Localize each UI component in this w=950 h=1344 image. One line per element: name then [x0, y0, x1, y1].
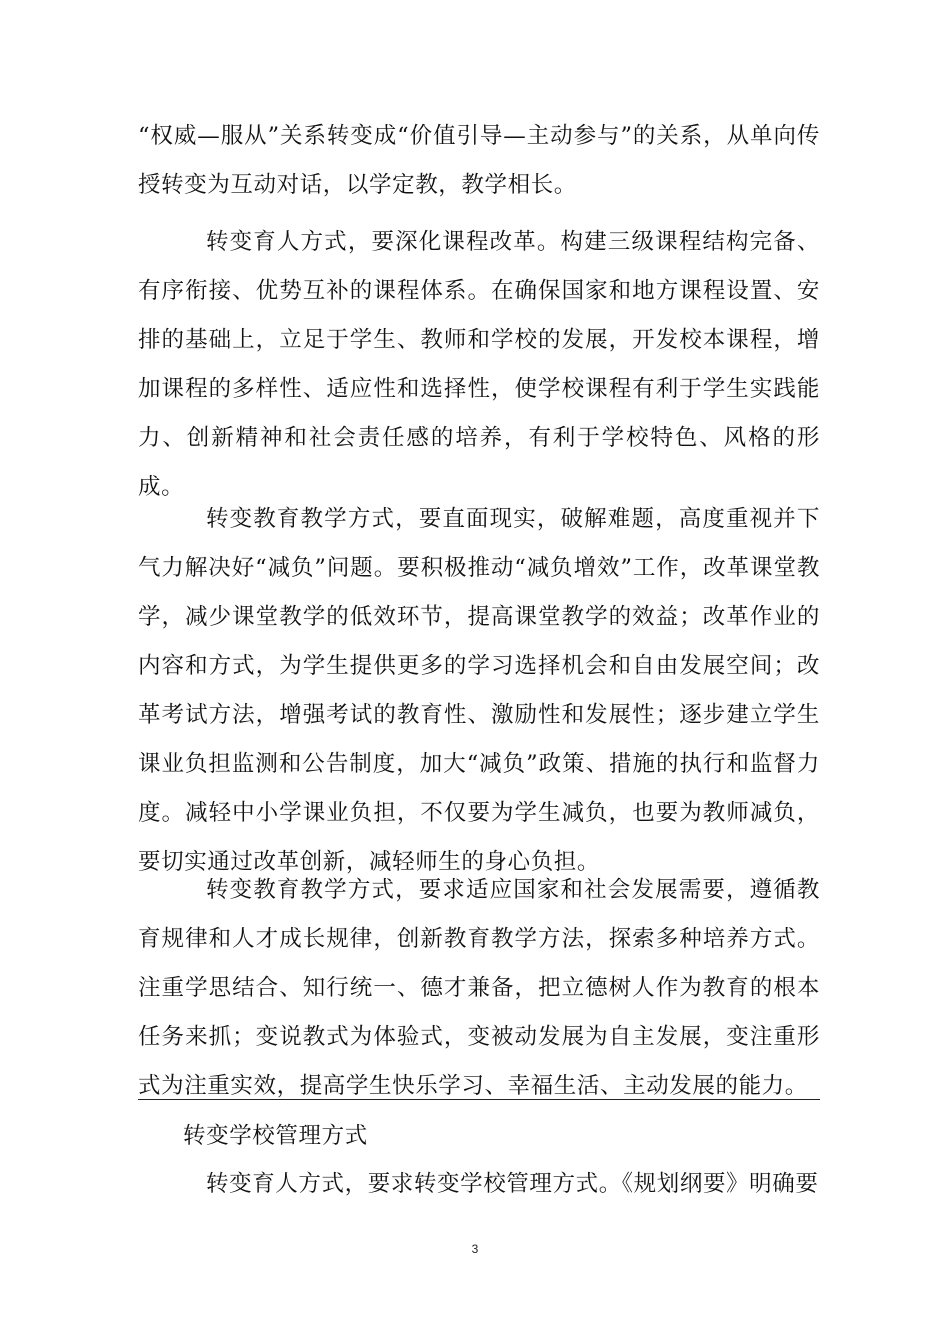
paragraph-curriculum-reform: 转变育人方式，要深化课程改革。构建三级课程结构完备、有序衔接、优势互补的课程体系。在确保国家和地方课程设置、安排的基础上，立足于学生、教师和学校的发展，开发校本课程，增加课程的多样性、适应性和选择性，使学校课程有利于学生实践能力、创新精神和社会责任感的培养，有利于学校特色、风格的形成。	[138, 229, 820, 500]
paragraph-management-reform: 转变育人方式，要求转变学校管理方式。《规划纲要》明确要	[206, 1171, 819, 1197]
paragraph-burden-reduction: 转变教育教学方式，要直面现实，破解难题，高度重视并下气力解决好“减负”问题。要积极推动“减负增效”工作，改革课堂教学，减少课堂教学的低效环节，提高课堂教学的效益；改革作业的内容和方式，为学生提供更多的学习选择机会和自由发展空间；改革考试方法，增强考试的教育性、激励性和发展性；逐步建立学生课业负担监测和公告制度，加大“减负”政策、措施的执行和监督力度。减轻中小学课业负担，不仅要为学生减负，也要为教师减负，要切实通过改革创新，减轻师生的身心负担。	[138, 506, 820, 875]
section-divider	[138, 1099, 820, 1100]
paragraph-continuation: “权威—服从”关系转变成“价值引导—主动参与”的关系，从单向传授转变为互动对话，以学定教，教学相长。	[138, 123, 820, 198]
section-heading: 转变学校管理方式	[183, 1123, 368, 1149]
page-number: 3	[471, 1242, 479, 1256]
paragraph-teaching-methods: 转变教育教学方式，要求适应国家和社会发展需要，遵循教育规律和人才成长规律，创新教育教学方法，探索多种培养方式。注重学思结合、知行统一、德才兼备，把立德树人作为教育的根本任务来抓；变说教式为体验式，变被动发展为自主发展，变注重形式为注重实效，提高学生快乐学习、幸福生活、主动发展的能力。	[138, 877, 820, 1099]
